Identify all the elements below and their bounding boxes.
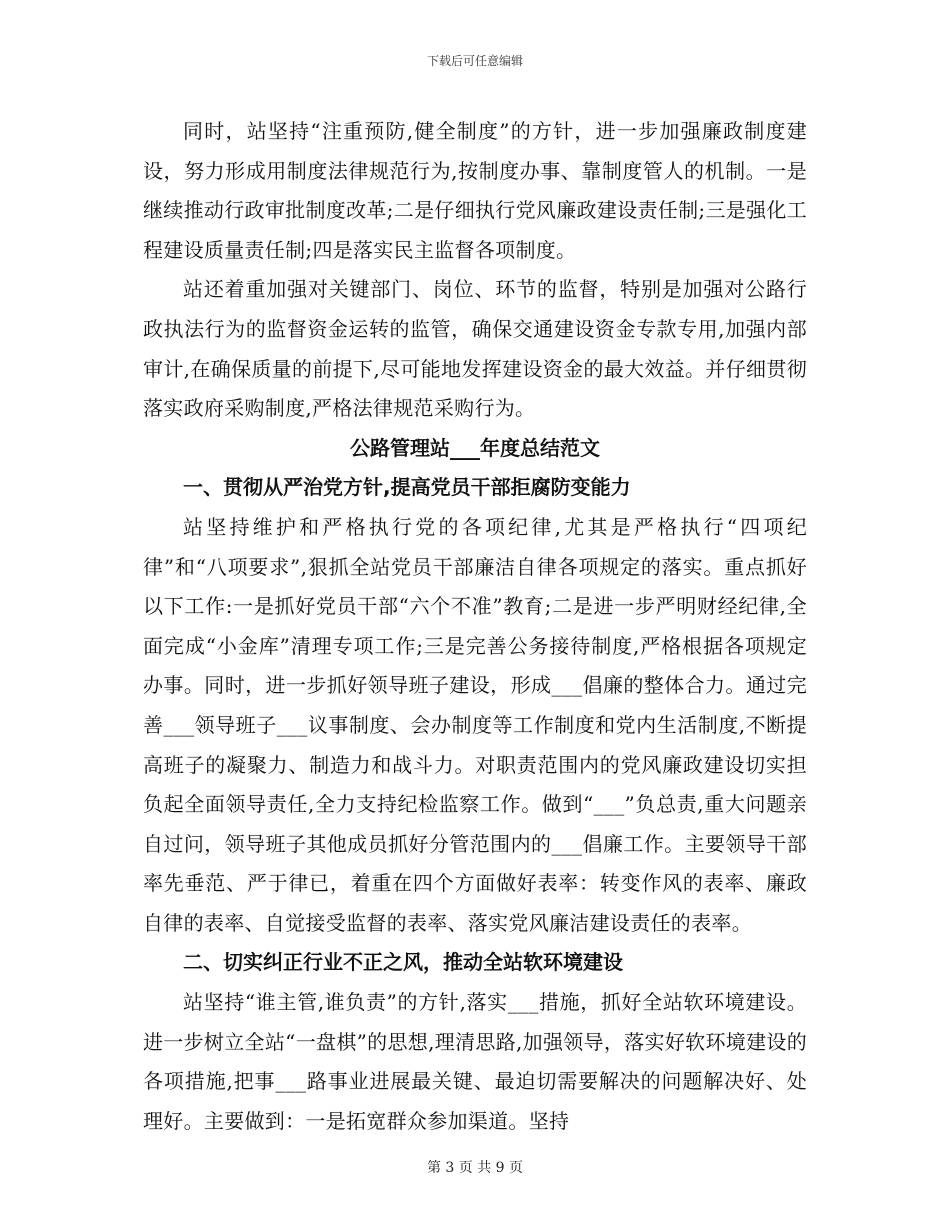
- document-body: [143, 112, 807, 1141]
- paragraph-supervision: 站还着重加强对关键部门、岗位、环节的监督，特别是加强对公路行政执法行为的监督资金运转的监管，确保交通建设资金专款专用,加强内部审计,在确保质量的前提下,尽可能地发挥建设资金的最大效益。并仔细贯彻落实政府采购制度,严格法律规范采购行为。: [143, 277, 807, 421]
- section-2-text: 站坚持“谁主管,谁负责”的方针,落实___措施，抓好全站软环境建设。进一步树立全站“一盘棋”的思想,理清思路,加强领导，落实好软环境建设的各项措施,把事___路事业进展最关键、最迫切需要解决的问题解决好、处理好。主要做到：一是拓宽群众参加渠道。坚持: [143, 990, 807, 1133]
- section-heading-1: 一、贯彻从严治党方针,提高党员干部拒腐防变能力: [183, 475, 631, 500]
- section-1-text: 站坚持维护和严格执行党的各项纪律,尤其是严格执行“四项纪律”和“八项要求”,狠抓全站党员干部廉洁自律各项规定的落实。重点抓好以下工作:一是抓好党员干部“六个不准”教育;二是进一步严明财经纪律,全面完成“小金库”清理专项工作;三是完善公务接待制度,严格根据各项规定办事。同时，进一步抓好领导班子建设，形成___倡廉的整体合力。通过完善___领导班子___议事制度、会办制度等工作制度和党内生活制度,不断提高班子的凝聚力、制造力和战斗力。对职责范围内的党风廉政建设切实担负起全面领导责任,全力支持纪检监察工作。做到“___”负总责,重大问题亲自过问，领导班子其他成员抓好分管范围内的___倡廉工作。主要领导干部率先垂范、严于律已，着重在四个方面做好表率：转变作风的表率、廉政自律的表率、自觉接受监督的表率、落实党风廉洁建设责任的表率。: [143, 514, 807, 935]
- page-footer: 第 3 页 共 9 页: [426, 1160, 524, 1176]
- section-heading-2: 二、切实纠正行业不正之风，推动全站软环境建设: [183, 950, 623, 975]
- document-title: 公路管理站___年度总结范文: [350, 435, 600, 460]
- page-header: 下载后可任意编辑: [426, 54, 523, 68]
- paragraph-system-building: 同时，站坚持“注重预防,健全制度”的方针，进一步加强廉政制度建设，努力形成用制度法律规范行为,按制度办事、靠制度管人的机制。一是继续推动行政审批制度改革;二是仔细执行党风廉政建设责任制;三是强化工程建设质量责任制;四是落实民主监督各项制度。: [143, 119, 807, 262]
